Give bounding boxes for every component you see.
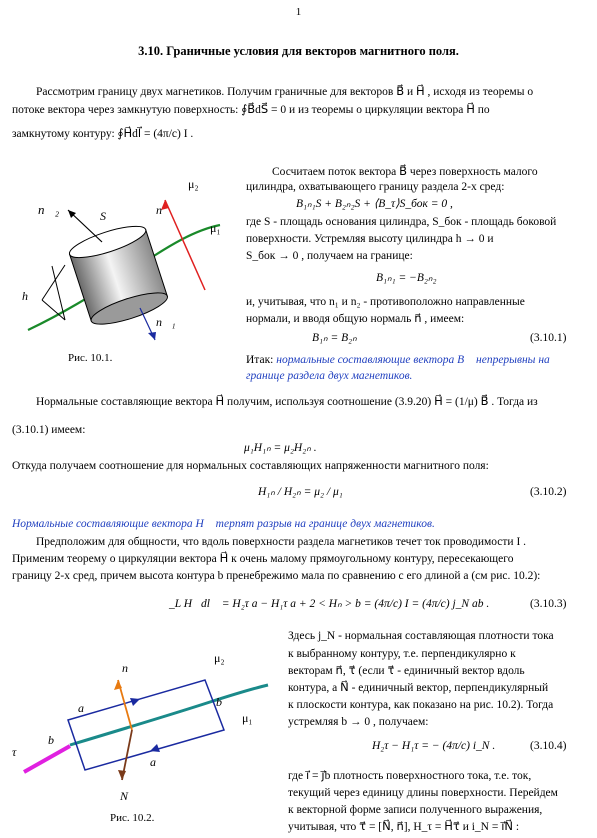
intro-line-3: замкнутому контуру: ∮H⃗dl⃗ = (4π/c) I . bbox=[12, 128, 194, 140]
fig1-n2-label: n⃗₂ bbox=[38, 202, 60, 217]
right2-line-2: к выбранному контуру, т.е. перпендикулярно к bbox=[288, 648, 516, 660]
section-title: 3.10. Граничные условия для векторов магнитного поля. bbox=[138, 44, 459, 58]
right1-line-3: где S - площадь основания цилиндра, S_бок - площадь боковой bbox=[246, 216, 557, 228]
fig1-mu1-label: μ₁ bbox=[210, 221, 221, 235]
mid-line-5: Применим теорему о циркуляции вектора H⃗ к очень малому прямоугольному контуру, пересекающего bbox=[12, 553, 514, 565]
fig2-N-label: N⃗ bbox=[120, 789, 138, 803]
equation-3-10-2: H₁ₙ / H₂ₙ = μ₂ / μ₁ bbox=[258, 486, 343, 498]
equation-mu-h: μ₁H₁ₙ = μ₂H₂ₙ . bbox=[244, 442, 317, 454]
boundary-curve-2 bbox=[70, 685, 268, 745]
right2-line-3: векторам n⃗, τ⃗ (если τ⃗ - единичный вектор вдоль bbox=[288, 665, 525, 677]
right1-line-6: и, учитывая, что n₁ и n₂ - противоположно направленные bbox=[246, 296, 525, 308]
page-number: 1 bbox=[295, 6, 302, 18]
equation-3-10-1-number: (3.10.1) bbox=[530, 332, 567, 344]
intro-line-1: Рассмотрим границу двух магнетиков. Получим граничные для векторов B⃗ и H⃗ , исходя из теоремы о bbox=[36, 86, 534, 98]
mid-line-2: (3.10.1) имеем: bbox=[12, 424, 86, 436]
equation-bn1: B₁ₙ₁ = −B₂ₙ₂ bbox=[376, 272, 437, 284]
fig2-caption: Рис. 10.2. bbox=[110, 812, 155, 824]
equation-3-10-3: ∮_L H⃗dl⃗ = H₂τ a − H₁τ a + 2 < Hₙ > b = (4π/c) I = (4π/c) j_N ab . bbox=[160, 598, 490, 610]
fig2-a-top-label: a bbox=[78, 701, 84, 715]
equation-3-10-4-number: (3.10.4) bbox=[530, 740, 567, 752]
equation-3-10-4: H₂τ − H₁τ = − (4π/c) i_N . bbox=[372, 740, 496, 752]
right2-line-9: к векторной форме записи полученного выражения, bbox=[288, 804, 543, 816]
fig2-mu1-label: μ₁ bbox=[242, 711, 253, 725]
right2-line-4: контура, а N⃗ - единичный вектор, перпендикулярный bbox=[288, 682, 549, 694]
itog-lead: Итак: bbox=[246, 354, 277, 366]
rect-contour bbox=[68, 680, 224, 770]
right1-conclusion bbox=[246, 352, 590, 368]
itog-blue: нормальные составляющие вектора B⃗ непрерывны на bbox=[276, 354, 550, 366]
equation-3-10-2-number: (3.10.2) bbox=[530, 486, 567, 498]
right1-line-4: поверхности. Устремляя высоту цилиндра h → 0 и bbox=[246, 233, 494, 245]
mid-line-6: границу 2-х сред, причем высота контура b пренебрежимо мала по сравнению с его длиной a (см рис. 10.2): bbox=[12, 570, 541, 582]
fig2-mu2-label: μ₂ bbox=[214, 651, 225, 665]
fig1-h-label: h bbox=[22, 289, 28, 303]
right1-line-2: цилиндра, охватывающего границу раздела 2-х сред: bbox=[246, 181, 505, 193]
right2-line-6: устремляя b → 0 , получаем: bbox=[288, 716, 429, 728]
right1-line-1: Сосчитаем поток вектора B⃗ через поверхность малого bbox=[272, 166, 538, 178]
figure-10-1 bbox=[10, 170, 240, 370]
right2-line-7: где i⃗ = j⃗b плотность поверхностного тока, т.е. ток, bbox=[288, 770, 532, 782]
fig2-a-bottom-label: a bbox=[150, 755, 156, 769]
fig2-b-right-label: b bbox=[216, 695, 222, 709]
equation-3-10-3-number: (3.10.3) bbox=[530, 598, 567, 610]
mid-line-1: Нормальные составляющие вектора H⃗ получим, используя соотношение (3.9.20) H⃗ = (1/μ) B⃗ . Тогда из bbox=[36, 396, 538, 408]
figure-10-2 bbox=[10, 630, 280, 810]
fig1-n-label: n⃗ bbox=[156, 203, 172, 217]
equation-3-10-1: B₁ₙ = B₂ₙ bbox=[312, 332, 357, 344]
intro-line-2: потоке вектора через замкнутую поверхность: ∮B⃗dS⃗ = 0 и из теоремы о циркуляции вектора H⃗ по bbox=[12, 104, 490, 116]
mid-line-4: Предположим для общности, что вдоль поверхности раздела магнетиков течет ток проводимости I . bbox=[36, 536, 527, 548]
fig1-n1-label: n⃗₁ bbox=[156, 315, 176, 329]
right2-line-10: учитывая, что τ⃗ = [N⃗, n⃗], H_τ = H⃗τ⃗ и i_N = i⃗N⃗ : bbox=[288, 821, 520, 833]
mid-blue-statement: Нормальные составляющие вектора H⃗ терпят разрыв на границе двух магнетиков. bbox=[12, 518, 435, 530]
right1-line-5: S_бок → 0 , получаем на границе: bbox=[246, 250, 413, 262]
right2-line-5: к плоскости контура, как показано на рис. 10.2). Тогда bbox=[288, 699, 554, 711]
equation-flux: B₁ₙ₁S + B₂ₙ₂S + ⟨B_τ⟩S_бок = 0 , bbox=[296, 198, 453, 210]
cylinder bbox=[67, 220, 171, 330]
fig1-caption: Рис. 10.1. bbox=[68, 352, 113, 364]
fig1-mu2-label: μ₂ bbox=[188, 177, 199, 191]
itog-blue-2: границе раздела двух магнетиков. bbox=[246, 370, 413, 382]
fig1-s-label: S bbox=[100, 209, 106, 223]
tau-vector bbox=[24, 746, 70, 772]
right2-line-8: текущий через единицу длины поверхности. Перейдем bbox=[288, 787, 558, 799]
right1-line-7: нормали, и вводя общую нормаль n⃗ , имеем: bbox=[246, 313, 465, 325]
mid-line-3: Откуда получаем соотношение для нормальных составляющих напряженности магнитного поля: bbox=[12, 460, 489, 472]
right2-line-1: Здесь j_N - нормальная составляющая плотности тока bbox=[288, 630, 554, 642]
fig2-tau-label: τ⃗ bbox=[12, 745, 26, 759]
fig2-b-left-label: b bbox=[48, 733, 54, 747]
fig2-n-label: n⃗ bbox=[122, 661, 138, 675]
